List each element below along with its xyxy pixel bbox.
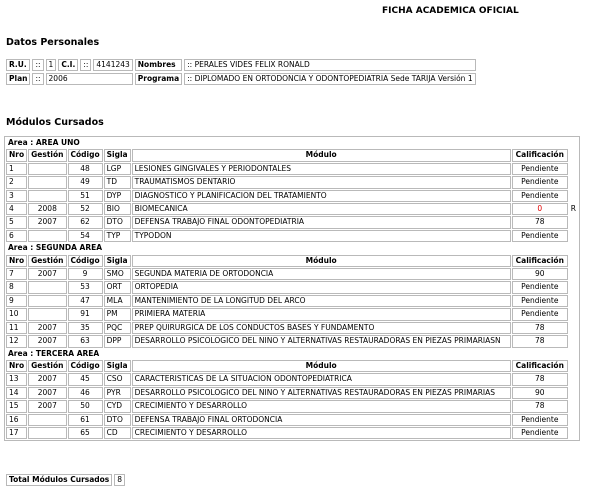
cell-codigo: 61 xyxy=(68,414,103,426)
cell-sigla: DTO xyxy=(104,216,131,228)
cell-modulo: BIOMECANICA xyxy=(132,203,511,215)
cell-codigo: 49 xyxy=(68,176,103,188)
column-header: Código xyxy=(68,255,103,267)
nombres-text: PERALES VIDES FELIX RONALD xyxy=(194,60,310,69)
plan-sep: :: xyxy=(32,73,43,85)
cell-modulo: DEFENSA TRABAJO FINAL ODONTOPEDIATRIA xyxy=(132,216,511,228)
table-row xyxy=(6,373,578,385)
cell-codigo: 48 xyxy=(68,163,103,175)
ru-sep: :: xyxy=(32,59,43,71)
column-header: Nro xyxy=(6,149,27,161)
header-row xyxy=(6,255,578,267)
cell-calif: Pendiente xyxy=(512,190,568,202)
cell-calif: 78 xyxy=(512,216,568,228)
cell-flag xyxy=(569,400,578,412)
column-header: Calificación xyxy=(512,149,568,161)
column-header: Sigla xyxy=(104,360,131,372)
cell-nro: 11 xyxy=(6,322,27,334)
cell-nro: 12 xyxy=(6,335,27,347)
cell-gestion: 2007 xyxy=(28,373,66,385)
column-header: Módulo xyxy=(132,360,511,372)
cell-gestion: 2007 xyxy=(28,216,66,228)
table-row xyxy=(6,281,578,293)
area-row xyxy=(6,243,578,253)
column-header: Gestión xyxy=(28,149,66,161)
column-header: Módulo xyxy=(132,149,511,161)
cell-codigo: 63 xyxy=(68,335,103,347)
column-header: Nro xyxy=(6,360,27,372)
cell-flag xyxy=(569,295,578,307)
table-row xyxy=(6,203,578,215)
cell-codigo: 62 xyxy=(68,216,103,228)
cell-modulo: DESARROLLO PSICOLOGICO DEL NINO Y ALTERNATIVAS RESTAURADORAS EN PIEZAS PRIMARIASN xyxy=(132,335,511,347)
total-table xyxy=(4,472,127,488)
cell-codigo: 45 xyxy=(68,373,103,385)
cell-gestion: 2007 xyxy=(28,335,66,347)
column-header: Módulo xyxy=(132,255,511,267)
programa-text: DIPLOMADO EN ORTODONCIA Y ODONTOPEDIATRIA Sede TARIJA Versión 1 xyxy=(194,74,473,83)
cell-nro: 9 xyxy=(6,295,27,307)
cell-flag xyxy=(569,308,578,320)
ru-label: R.U. xyxy=(6,59,30,71)
cell-codigo: 53 xyxy=(68,281,103,293)
ci-value: 4141243 xyxy=(93,59,132,71)
cell-sigla: TYP xyxy=(104,230,131,242)
cell-flag xyxy=(569,335,578,347)
cell-nro: 14 xyxy=(6,387,27,399)
table-row xyxy=(6,387,578,399)
cell-modulo: TYPODON xyxy=(132,230,511,242)
table-row xyxy=(6,163,578,175)
cell-modulo: TRAUMATISMOS DENTARIO xyxy=(132,176,511,188)
total-label: Total Módulos Cursados xyxy=(6,474,112,486)
cell-sigla: LGP xyxy=(104,163,131,175)
cell-calif: Pendiente xyxy=(512,230,568,242)
datos-personales-heading: Datos Personales xyxy=(6,37,100,48)
table-row xyxy=(6,295,578,307)
cell-sigla: ORT xyxy=(104,281,131,293)
cell-calif: 78 xyxy=(512,373,568,385)
cell-gestion: 2007 xyxy=(28,400,66,412)
cell-sigla: TD xyxy=(104,176,131,188)
cell-nro: 3 xyxy=(6,190,27,202)
cell-calif: 78 xyxy=(512,400,568,412)
cell-sigla: CD xyxy=(104,427,131,439)
cell-sigla: DPP xyxy=(104,335,131,347)
header-spacer xyxy=(569,255,578,267)
cell-codigo: 9 xyxy=(68,268,103,280)
cell-modulo: LESIONES GINGIVALES Y PERIODONTALES xyxy=(132,163,511,175)
cell-nro: 1 xyxy=(6,163,27,175)
nombres-value xyxy=(184,59,475,71)
total-value: 8 xyxy=(114,474,125,486)
column-header: Código xyxy=(68,149,103,161)
cell-gestion: 2007 xyxy=(28,322,66,334)
cell-nro: 6 xyxy=(6,230,27,242)
cell-gestion xyxy=(28,176,66,188)
cell-gestion xyxy=(28,230,66,242)
cell-gestion: 2008 xyxy=(28,203,66,215)
table-row xyxy=(6,414,578,426)
table-row xyxy=(6,176,578,188)
cell-nro: 10 xyxy=(6,308,27,320)
cell-flag xyxy=(569,387,578,399)
cell-flag xyxy=(569,176,578,188)
cell-flag xyxy=(569,268,578,280)
cell-codigo: 54 xyxy=(68,230,103,242)
cell-gestion xyxy=(28,281,66,293)
cell-flag xyxy=(569,414,578,426)
cell-modulo: PREP QUIRURGICA DE LOS CONDUCTOS BASES Y FUNDAMENTO xyxy=(132,322,511,334)
cell-calif: 90 xyxy=(512,387,568,399)
personal-row-2 xyxy=(6,73,476,85)
cell-modulo: MANTENIMIENTO DE LA LONGITUD DEL ARCO xyxy=(132,295,511,307)
cell-codigo: 47 xyxy=(68,295,103,307)
cell-modulo: ORTOPEDIA xyxy=(132,281,511,293)
cell-calif: Pendiente xyxy=(512,281,568,293)
table-row xyxy=(6,268,578,280)
cell-flag xyxy=(569,322,578,334)
cell-sigla: PM xyxy=(104,308,131,320)
cell-flag xyxy=(569,163,578,175)
header-row xyxy=(6,149,578,161)
cell-gestion xyxy=(28,295,66,307)
table-row xyxy=(6,427,578,439)
cell-sigla: SMO xyxy=(104,268,131,280)
cell-nro: 8 xyxy=(6,281,27,293)
cell-calif: 78 xyxy=(512,322,568,334)
cell-calif: Pendiente xyxy=(512,295,568,307)
cell-gestion xyxy=(28,308,66,320)
cell-flag: R xyxy=(570,204,576,214)
page-title: FICHA ACADEMICA OFICIAL xyxy=(382,6,519,16)
cell-modulo: CRECIMIENTO Y DESARROLLO xyxy=(132,427,511,439)
table-row xyxy=(6,308,578,320)
cell-codigo: 35 xyxy=(68,322,103,334)
cell-gestion xyxy=(28,190,66,202)
cell-modulo: SEGUNDA MATERIA DE ORTODONCIA xyxy=(132,268,511,280)
cell-calif: 90 xyxy=(512,268,568,280)
table-row xyxy=(6,400,578,412)
ci-label: C.I. xyxy=(58,59,78,71)
cell-calif: Pendiente xyxy=(512,308,568,320)
programa-value xyxy=(184,73,475,85)
cell-nro: 7 xyxy=(6,268,27,280)
cell-codigo: 91 xyxy=(68,308,103,320)
column-header: Calificación xyxy=(512,360,568,372)
header-spacer xyxy=(569,360,578,372)
personal-row-1 xyxy=(6,59,476,71)
header-row xyxy=(6,360,578,372)
cell-modulo: CRECIMIENTO Y DESARROLLO xyxy=(132,400,511,412)
cell-gestion xyxy=(28,163,66,175)
cell-sigla: DYP xyxy=(104,190,131,202)
cell-sigla: PYR xyxy=(104,387,131,399)
column-header: Sigla xyxy=(104,255,131,267)
plan-value: 2006 xyxy=(46,73,133,85)
cell-modulo: CARACTERISTICAS DE LA SITUACION ODONTOPEDIATRICA xyxy=(132,373,511,385)
column-header: Gestión xyxy=(28,360,66,372)
header-spacer xyxy=(569,149,578,161)
personal-data-table xyxy=(4,57,478,87)
cell-modulo: DESARROLLO PSICOLOGICO DEL NINO Y ALTERNATIVAS RESTAURADORAS EN PIEZAS PRIMARIAS xyxy=(132,387,511,399)
ci-sep: :: xyxy=(80,59,91,71)
cell-nro: 5 xyxy=(6,216,27,228)
area-name: Area : TERCERA AREA xyxy=(8,348,100,358)
cell-sigla: CYD xyxy=(104,400,131,412)
column-header: Código xyxy=(68,360,103,372)
column-header: Sigla xyxy=(104,149,131,161)
cell-gestion xyxy=(28,414,66,426)
area-name: Area : SEGUNDA AREA xyxy=(8,243,103,253)
table-row xyxy=(6,216,578,228)
cell-flag xyxy=(569,281,578,293)
cell-gestion xyxy=(28,427,66,439)
cell-calif: Pendiente xyxy=(512,427,568,439)
cell-nro: 2 xyxy=(6,176,27,188)
table-row xyxy=(6,230,578,242)
cell-flag xyxy=(569,190,578,202)
cell-nro: 16 xyxy=(6,414,27,426)
programa-sep: :: xyxy=(187,74,193,83)
cell-modulo: DEFENSA TRABAJO FINAL ORTODONCIA xyxy=(132,414,511,426)
nombres-sep: :: xyxy=(187,60,193,69)
cell-calif: Pendiente xyxy=(512,414,568,426)
column-header: Calificación xyxy=(512,255,568,267)
modules-table-body xyxy=(6,138,578,439)
cell-codigo: 52 xyxy=(68,203,103,215)
table-row xyxy=(6,322,578,334)
modulos-cursados-heading: Módulos Cursados xyxy=(6,117,104,128)
column-header: Nro xyxy=(6,255,27,267)
programa-label: Programa xyxy=(135,73,182,85)
cell-sigla: CSO xyxy=(104,373,131,385)
cell-flag xyxy=(569,230,578,242)
area-row xyxy=(6,138,578,148)
cell-gestion: 2007 xyxy=(28,268,66,280)
plan-label: Plan xyxy=(6,73,30,85)
cell-calif: Pendiente xyxy=(512,163,568,175)
area-row xyxy=(6,349,578,359)
cell-modulo: PRIMIERA MATERIA xyxy=(132,308,511,320)
modules-table xyxy=(4,136,580,441)
cell-nro: 13 xyxy=(6,373,27,385)
cell-codigo: 46 xyxy=(68,387,103,399)
cell-codigo: 50 xyxy=(68,400,103,412)
cell-gestion: 2007 xyxy=(28,387,66,399)
cell-nro: 15 xyxy=(6,400,27,412)
nombres-label: Nombres xyxy=(135,59,182,71)
column-header: Gestión xyxy=(28,255,66,267)
cell-nro: 4 xyxy=(6,203,27,215)
cell-modulo: DIAGNOSTICO Y PLANIFICACION DEL TRATAMIENTO xyxy=(132,190,511,202)
cell-sigla: BIO xyxy=(104,203,131,215)
cell-flag xyxy=(569,216,578,228)
cell-calif: 78 xyxy=(512,335,568,347)
cell-sigla: MLA xyxy=(104,295,131,307)
cell-nro: 17 xyxy=(6,427,27,439)
cell-sigla: DTO xyxy=(104,414,131,426)
area-name: Area : AREA UNO xyxy=(8,138,80,147)
cell-codigo: 51 xyxy=(68,190,103,202)
table-row xyxy=(6,190,578,202)
ru-value: 1 xyxy=(46,59,57,71)
cell-codigo: 65 xyxy=(68,427,103,439)
cell-calif: 0 xyxy=(512,203,568,215)
cell-flag xyxy=(569,373,578,385)
cell-calif: Pendiente xyxy=(512,176,568,188)
cell-sigla: PQC xyxy=(104,322,131,334)
total-row xyxy=(6,474,125,486)
cell-flag xyxy=(569,427,578,439)
table-row xyxy=(6,335,578,347)
